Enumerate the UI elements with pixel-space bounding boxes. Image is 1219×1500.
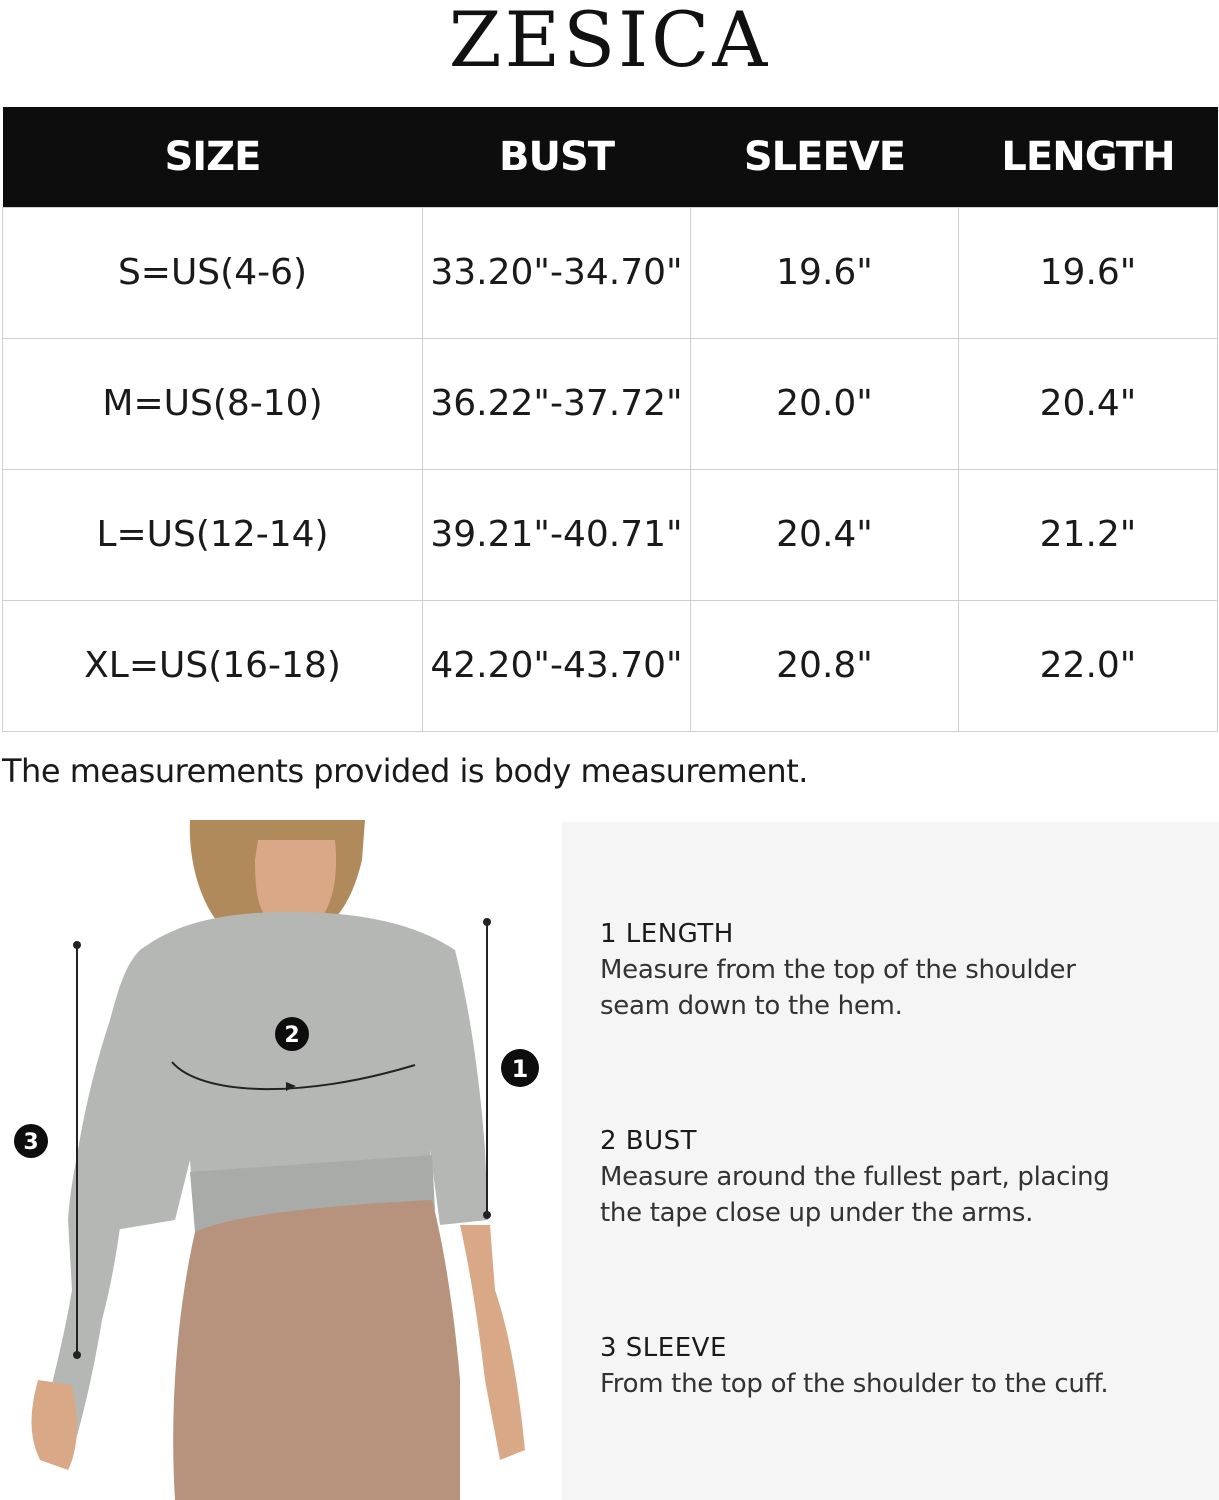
model-measurement-illustration [0,820,560,1500]
cell-sleeve: 20.4" [691,469,959,600]
guide-bust-desc-1: Measure around the fullest part, placing [600,1162,1110,1192]
cell-bust: 39.21"-40.71" [423,469,691,600]
guide-length-desc-1: Measure from the top of the shoulder [600,955,1076,985]
cell-bust: 33.20"-34.70" [423,207,691,338]
marker-sleeve-icon [14,1124,48,1158]
cell-sleeve: 20.8" [691,600,959,731]
cell-length: 20.4" [959,338,1218,469]
guide-sleeve [600,1330,1200,1402]
size-chart-table [2,107,1218,732]
measurement-guide-panel [562,822,1219,1500]
header-sleeve: SLEEVE [691,107,959,207]
cell-length: 21.2" [959,469,1218,600]
guide-bust-desc-2: the tape close up under the arms. [600,1198,1034,1228]
header-bust: BUST [423,107,691,207]
brand-logo: ZESICA [448,0,771,84]
table-row [3,469,1218,600]
measurement-note: The measurements provided is body measurement. [2,752,808,790]
guide-sleeve-title: 3 SLEEVE [600,1333,727,1363]
cell-length: 19.6" [959,207,1218,338]
cell-length: 22.0" [959,600,1218,731]
table-header-row [3,107,1218,207]
model-right-arm-skin [460,1225,525,1460]
marker-bust-icon [275,1017,309,1051]
cell-size: S=US(4-6) [3,207,423,338]
table-row [3,600,1218,731]
table-row [3,338,1218,469]
marker-sleeve-label: 3 [23,1130,39,1155]
cell-bust: 36.22"-37.72" [423,338,691,469]
header-size: SIZE [3,107,423,207]
marker-length-icon [501,1049,539,1087]
guide-length [600,916,1200,1024]
guide-bust-title: 2 BUST [600,1126,698,1156]
guide-sleeve-desc-1: From the top of the shoulder to the cuff. [600,1369,1109,1399]
guide-length-title: 1 LENGTH [600,919,734,949]
header-length: LENGTH [959,107,1218,207]
cell-size: L=US(12-14) [3,469,423,600]
model-left-hand [32,1380,77,1470]
table-row [3,207,1218,338]
guide-length-desc-2: seam down to the hem. [600,991,903,1021]
marker-length-label: 1 [511,1055,529,1083]
cell-sleeve: 19.6" [691,207,959,338]
model-leggings [173,1200,460,1500]
cell-size: XL=US(16-18) [3,600,423,731]
cell-size: M=US(8-10) [3,338,423,469]
guide-bust [600,1123,1200,1231]
marker-bust-label: 2 [284,1023,300,1048]
cell-bust: 42.20"-43.70" [423,600,691,731]
cell-sleeve: 20.0" [691,338,959,469]
